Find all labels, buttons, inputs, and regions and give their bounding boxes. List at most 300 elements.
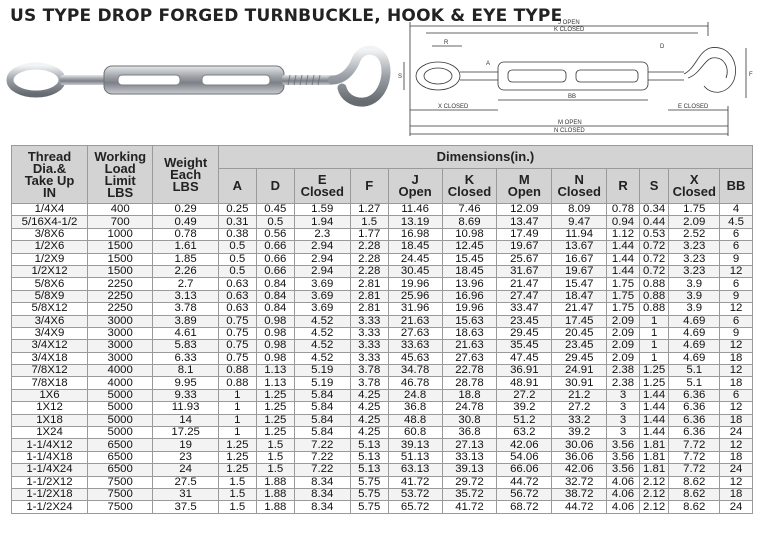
table-cell: 0.88 bbox=[218, 365, 256, 377]
table-cell: 54.06 bbox=[497, 451, 552, 463]
table-cell: 7.72 bbox=[669, 439, 720, 451]
table-cell: 3 bbox=[607, 402, 640, 414]
table-cell: 7/8X18 bbox=[12, 377, 88, 389]
table-cell: 18.45 bbox=[388, 241, 442, 253]
table-cell: 1/2X6 bbox=[12, 241, 88, 253]
header-dim-n: N Closed bbox=[552, 169, 607, 204]
table-cell: 17.45 bbox=[552, 315, 607, 327]
table-cell: 0.72 bbox=[639, 253, 669, 265]
header-dim-x: X Closed bbox=[669, 169, 720, 204]
table-cell: 23 bbox=[153, 451, 218, 463]
table-cell: 12 bbox=[720, 340, 753, 352]
table-cell: 2250 bbox=[87, 290, 152, 302]
table-cell: 11.46 bbox=[388, 204, 442, 216]
table-cell: 6 bbox=[720, 315, 753, 327]
table-cell: 5.83 bbox=[153, 340, 218, 352]
table-cell: 0.25 bbox=[218, 204, 256, 216]
table-cell: 29.45 bbox=[497, 327, 552, 339]
table-cell: 30.91 bbox=[552, 377, 607, 389]
table-cell: 2.09 bbox=[607, 352, 640, 364]
table-cell: 0.88 bbox=[218, 377, 256, 389]
table-cell: 5000 bbox=[87, 414, 152, 426]
table-cell: 0.84 bbox=[256, 303, 294, 315]
table-cell: 2.12 bbox=[639, 476, 669, 488]
table-cell: 1-1/2X12 bbox=[12, 476, 88, 488]
table-cell: 2.52 bbox=[669, 228, 720, 240]
table-cell: 9 bbox=[720, 290, 753, 302]
table-cell: 8.1 bbox=[153, 365, 218, 377]
table-cell: 7500 bbox=[87, 476, 152, 488]
table-cell: 0.53 bbox=[639, 228, 669, 240]
table-cell: 5.1 bbox=[669, 377, 720, 389]
table-cell: 7.22 bbox=[294, 451, 350, 463]
table-cell: 12 bbox=[720, 303, 753, 315]
table-cell: 3 bbox=[607, 389, 640, 401]
table-cell: 34.78 bbox=[388, 365, 442, 377]
table-cell: 0.72 bbox=[639, 265, 669, 277]
table-cell: 0.5 bbox=[256, 216, 294, 228]
table-cell: 0.63 bbox=[218, 290, 256, 302]
table-cell: 4.25 bbox=[350, 427, 388, 439]
table-cell: 5.13 bbox=[350, 451, 388, 463]
table-cell: 25.96 bbox=[388, 290, 442, 302]
table-cell: 0.75 bbox=[218, 315, 256, 327]
table-row bbox=[12, 414, 753, 426]
table-cell: 1500 bbox=[87, 253, 152, 265]
table-cell: 3.33 bbox=[350, 340, 388, 352]
table-cell: 5000 bbox=[87, 402, 152, 414]
table-cell: 1.25 bbox=[256, 389, 294, 401]
table-cell: 27.2 bbox=[497, 389, 552, 401]
table-cell: 9 bbox=[720, 327, 753, 339]
header-dim-k: K Closed bbox=[442, 169, 497, 204]
table-cell: 27.47 bbox=[497, 290, 552, 302]
table-cell: 2.94 bbox=[294, 241, 350, 253]
table-row bbox=[12, 377, 753, 389]
table-cell: 63.13 bbox=[388, 464, 442, 476]
table-cell: 6 bbox=[720, 278, 753, 290]
table-cell: 3.9 bbox=[669, 290, 720, 302]
table-cell: 1.5 bbox=[256, 451, 294, 463]
table-cell: 1.25 bbox=[256, 402, 294, 414]
table-cell: 2.12 bbox=[639, 488, 669, 500]
table-cell: 5.1 bbox=[669, 365, 720, 377]
table-cell: 1.13 bbox=[256, 377, 294, 389]
table-cell: 37.5 bbox=[153, 501, 218, 513]
table-cell: 21.47 bbox=[497, 278, 552, 290]
table-cell: 12 bbox=[720, 365, 753, 377]
table-cell: 3 bbox=[607, 414, 640, 426]
table-cell: 7500 bbox=[87, 488, 152, 500]
table-cell: 11.93 bbox=[153, 402, 218, 414]
table-row bbox=[12, 290, 753, 302]
table-cell: 18 bbox=[720, 488, 753, 500]
header-dim-a: A bbox=[218, 169, 256, 204]
table-cell: 2.09 bbox=[607, 315, 640, 327]
header-dim-f: F bbox=[350, 169, 388, 204]
table-cell: 0.5 bbox=[218, 265, 256, 277]
header-dim-r: R bbox=[607, 169, 640, 204]
table-cell: 4.69 bbox=[669, 340, 720, 352]
header-dim-bb: BB bbox=[720, 169, 753, 204]
table-cell: 3.78 bbox=[350, 365, 388, 377]
table-cell: 3.13 bbox=[153, 290, 218, 302]
table-cell: 3.89 bbox=[153, 315, 218, 327]
table-cell: 27.63 bbox=[442, 352, 497, 364]
table-cell: 2.3 bbox=[294, 228, 350, 240]
table-cell: 0.98 bbox=[256, 340, 294, 352]
table-cell: 2.81 bbox=[350, 290, 388, 302]
table-cell: 51.2 bbox=[497, 414, 552, 426]
table-cell: 2250 bbox=[87, 303, 152, 315]
table-cell: 15.47 bbox=[552, 278, 607, 290]
table-cell: 27.5 bbox=[153, 476, 218, 488]
table-cell: 31.67 bbox=[497, 265, 552, 277]
table-cell: 24.45 bbox=[388, 253, 442, 265]
table-cell: 0.66 bbox=[256, 265, 294, 277]
table-cell: 19.96 bbox=[442, 303, 497, 315]
table-cell: 16.96 bbox=[442, 290, 497, 302]
table-cell: 3.78 bbox=[350, 377, 388, 389]
table-cell: 8.62 bbox=[669, 476, 720, 488]
table-cell: 20.45 bbox=[552, 327, 607, 339]
table-cell: 30.45 bbox=[388, 265, 442, 277]
table-cell: 46.78 bbox=[388, 377, 442, 389]
table-cell: 0.98 bbox=[256, 327, 294, 339]
table-row bbox=[12, 352, 753, 364]
table-cell: 0.78 bbox=[607, 204, 640, 216]
table-cell: 1.75 bbox=[607, 290, 640, 302]
table-cell: 19.67 bbox=[552, 265, 607, 277]
table-cell: 12 bbox=[720, 439, 753, 451]
table-row bbox=[12, 327, 753, 339]
table-cell: 9.95 bbox=[153, 377, 218, 389]
table-cell: 1 bbox=[639, 327, 669, 339]
table-cell: 27.63 bbox=[388, 327, 442, 339]
table-cell: 1 bbox=[639, 340, 669, 352]
label-n-closed: N CLOSED bbox=[554, 128, 585, 134]
table-cell: 3/4X9 bbox=[12, 327, 88, 339]
table-cell: 6 bbox=[720, 228, 753, 240]
table-row bbox=[12, 488, 753, 500]
table-cell: 1.75 bbox=[607, 303, 640, 315]
table-cell: 18 bbox=[720, 451, 753, 463]
table-row bbox=[12, 241, 753, 253]
table-cell: 24 bbox=[720, 464, 753, 476]
dimension-drawing bbox=[398, 18, 758, 142]
table-row bbox=[12, 365, 753, 377]
table-cell: 1.44 bbox=[639, 414, 669, 426]
table-cell: 1.25 bbox=[256, 427, 294, 439]
table-cell: 2.28 bbox=[350, 265, 388, 277]
turnbuckle-photo bbox=[6, 40, 396, 132]
table-cell: 5/8X6 bbox=[12, 278, 88, 290]
table-cell: 1.25 bbox=[218, 464, 256, 476]
table-cell: 18 bbox=[720, 377, 753, 389]
table-cell: 18.63 bbox=[442, 327, 497, 339]
table-cell: 3.56 bbox=[607, 439, 640, 451]
table-cell: 18 bbox=[720, 414, 753, 426]
table-cell: 8.69 bbox=[442, 216, 497, 228]
table-cell: 2.09 bbox=[669, 216, 720, 228]
table-cell: 1.59 bbox=[294, 204, 350, 216]
label-j-open: J OPEN bbox=[558, 20, 580, 26]
table-cell: 1.25 bbox=[218, 439, 256, 451]
table-cell: 6 bbox=[720, 241, 753, 253]
table-cell: 17.49 bbox=[497, 228, 552, 240]
table-cell: 0.34 bbox=[639, 204, 669, 216]
table-cell: 28.78 bbox=[442, 377, 497, 389]
table-cell: 38.72 bbox=[552, 488, 607, 500]
label-bb: BB bbox=[568, 94, 577, 100]
table-cell: 27.13 bbox=[442, 439, 497, 451]
table-cell: 2.09 bbox=[607, 340, 640, 352]
table-cell: 24 bbox=[720, 501, 753, 513]
table-cell: 8.09 bbox=[552, 204, 607, 216]
label-f: F bbox=[749, 72, 753, 78]
table-cell: 4.25 bbox=[350, 389, 388, 401]
table-cell: 0.45 bbox=[256, 204, 294, 216]
table-cell: 4 bbox=[720, 204, 753, 216]
table-cell: 36.8 bbox=[388, 402, 442, 414]
table-cell: 1X12 bbox=[12, 402, 88, 414]
table-cell: 23.45 bbox=[552, 340, 607, 352]
table-cell: 45.63 bbox=[388, 352, 442, 364]
table-cell: 29.45 bbox=[552, 352, 607, 364]
table-cell: 2.94 bbox=[294, 265, 350, 277]
table-cell: 66.06 bbox=[497, 464, 552, 476]
table-cell: 14 bbox=[153, 414, 218, 426]
table-row bbox=[12, 501, 753, 513]
table-cell: 1-1/2X24 bbox=[12, 501, 88, 513]
table-row bbox=[12, 427, 753, 439]
table-cell: 4.61 bbox=[153, 327, 218, 339]
table-cell: 1-1/2X18 bbox=[12, 488, 88, 500]
table-cell: 5000 bbox=[87, 427, 152, 439]
table-cell: 3.9 bbox=[669, 303, 720, 315]
table-cell: 31 bbox=[153, 488, 218, 500]
table-cell: 3.69 bbox=[294, 278, 350, 290]
table-cell: 0.75 bbox=[218, 352, 256, 364]
header-dim-j: J Open bbox=[388, 169, 442, 204]
table-cell: 5.75 bbox=[350, 476, 388, 488]
table-row bbox=[12, 303, 753, 315]
table-cell: 3.23 bbox=[669, 253, 720, 265]
table-cell: 8.34 bbox=[294, 488, 350, 500]
table-cell: 0.84 bbox=[256, 278, 294, 290]
table-cell: 8.34 bbox=[294, 476, 350, 488]
table-cell: 0.44 bbox=[639, 216, 669, 228]
table-row bbox=[12, 340, 753, 352]
table-cell: 12 bbox=[720, 265, 753, 277]
table-cell: 33.63 bbox=[388, 340, 442, 352]
table-cell: 1.5 bbox=[256, 439, 294, 451]
table-cell: 7.22 bbox=[294, 464, 350, 476]
table-cell: 4000 bbox=[87, 365, 152, 377]
table-cell: 0.98 bbox=[256, 352, 294, 364]
table-cell: 5/8X12 bbox=[12, 303, 88, 315]
table-cell: 6.36 bbox=[669, 389, 720, 401]
table-cell: 3.56 bbox=[607, 451, 640, 463]
header-dimensions: Dimensions(in.) bbox=[218, 146, 752, 169]
table-cell: 63.2 bbox=[497, 427, 552, 439]
table-cell: 4.5 bbox=[720, 216, 753, 228]
table-cell: 24 bbox=[720, 427, 753, 439]
table-cell: 8.34 bbox=[294, 501, 350, 513]
table-cell: 24.78 bbox=[442, 402, 497, 414]
table-cell: 0.38 bbox=[218, 228, 256, 240]
table-cell: 48.91 bbox=[497, 377, 552, 389]
table-cell: 17.25 bbox=[153, 427, 218, 439]
table-cell: 32.72 bbox=[552, 476, 607, 488]
table-cell: 0.31 bbox=[218, 216, 256, 228]
table-row bbox=[12, 439, 753, 451]
table-cell: 1 bbox=[218, 402, 256, 414]
table-cell: 0.78 bbox=[153, 228, 218, 240]
table-cell: 65.72 bbox=[388, 501, 442, 513]
table-cell: 1.81 bbox=[639, 451, 669, 463]
table-cell: 1 bbox=[218, 427, 256, 439]
table-cell: 44.72 bbox=[552, 501, 607, 513]
table-row bbox=[12, 402, 753, 414]
table-cell: 18.45 bbox=[442, 265, 497, 277]
table-cell: 16.67 bbox=[552, 253, 607, 265]
table-cell: 2.28 bbox=[350, 253, 388, 265]
spec-table bbox=[11, 145, 753, 514]
table-cell: 1/2X12 bbox=[12, 265, 88, 277]
table-cell: 1.94 bbox=[294, 216, 350, 228]
table-row bbox=[12, 476, 753, 488]
table-cell: 1.81 bbox=[639, 439, 669, 451]
table-cell: 4000 bbox=[87, 377, 152, 389]
table-cell: 8.62 bbox=[669, 488, 720, 500]
table-row bbox=[12, 464, 753, 476]
table-cell: 4.06 bbox=[607, 476, 640, 488]
table-cell: 5.13 bbox=[350, 464, 388, 476]
table-row bbox=[12, 204, 753, 216]
table-row bbox=[12, 228, 753, 240]
table-cell: 5.19 bbox=[294, 377, 350, 389]
table-cell: 9.33 bbox=[153, 389, 218, 401]
table-cell: 5.84 bbox=[294, 427, 350, 439]
table-cell: 35.45 bbox=[497, 340, 552, 352]
table-cell: 41.72 bbox=[388, 476, 442, 488]
table-cell: 0.66 bbox=[256, 253, 294, 265]
table-cell: 5.84 bbox=[294, 402, 350, 414]
table-cell: 31.96 bbox=[388, 303, 442, 315]
table-cell: 30.8 bbox=[442, 414, 497, 426]
label-d: D bbox=[660, 44, 665, 50]
table-cell: 6500 bbox=[87, 451, 152, 463]
table-cell: 0.5 bbox=[218, 241, 256, 253]
table-cell: 36.8 bbox=[442, 427, 497, 439]
table-cell: 6.36 bbox=[669, 414, 720, 426]
table-cell: 1.88 bbox=[256, 488, 294, 500]
table-cell: 47.45 bbox=[497, 352, 552, 364]
table-cell: 7.22 bbox=[294, 439, 350, 451]
table-cell: 0.63 bbox=[218, 278, 256, 290]
table-cell: 1X18 bbox=[12, 414, 88, 426]
table-cell: 0.94 bbox=[607, 216, 640, 228]
table-cell: 1-1/4X12 bbox=[12, 439, 88, 451]
table-cell: 4.69 bbox=[669, 315, 720, 327]
table-cell: 3000 bbox=[87, 315, 152, 327]
table-cell: 3/4X12 bbox=[12, 340, 88, 352]
table-row bbox=[12, 389, 753, 401]
table-cell: 39.13 bbox=[388, 439, 442, 451]
table-cell: 0.63 bbox=[218, 303, 256, 315]
table-cell: 41.72 bbox=[442, 501, 497, 513]
table-cell: 24.8 bbox=[388, 389, 442, 401]
table-cell: 23.45 bbox=[497, 315, 552, 327]
table-cell: 1.25 bbox=[218, 451, 256, 463]
table-cell: 7500 bbox=[87, 501, 152, 513]
table-cell: 1 bbox=[639, 315, 669, 327]
table-cell: 3.56 bbox=[607, 464, 640, 476]
table-cell: 1.61 bbox=[153, 241, 218, 253]
table-cell: 19.96 bbox=[388, 278, 442, 290]
table-cell: 48.8 bbox=[388, 414, 442, 426]
table-cell: 0.56 bbox=[256, 228, 294, 240]
table-cell: 3.69 bbox=[294, 303, 350, 315]
table-cell: 56.72 bbox=[497, 488, 552, 500]
table-cell: 39.2 bbox=[497, 402, 552, 414]
table-cell: 39.2 bbox=[552, 427, 607, 439]
table-cell: 0.49 bbox=[153, 216, 218, 228]
table-cell: 1.13 bbox=[256, 365, 294, 377]
table-cell: 13.47 bbox=[497, 216, 552, 228]
table-cell: 1.85 bbox=[153, 253, 218, 265]
table-cell: 0.88 bbox=[639, 290, 669, 302]
table-row bbox=[12, 216, 753, 228]
table-cell: 13.19 bbox=[388, 216, 442, 228]
table-cell: 7.46 bbox=[442, 204, 497, 216]
table-cell: 1.44 bbox=[639, 389, 669, 401]
table-cell: 21.63 bbox=[388, 315, 442, 327]
table-cell: 4.06 bbox=[607, 488, 640, 500]
table-cell: 3.69 bbox=[294, 290, 350, 302]
table-cell: 3000 bbox=[87, 327, 152, 339]
table-cell: 6 bbox=[720, 389, 753, 401]
table-cell: 0.75 bbox=[218, 340, 256, 352]
table-cell: 1.12 bbox=[607, 228, 640, 240]
table-cell: 13.96 bbox=[442, 278, 497, 290]
label-r: R bbox=[444, 40, 449, 46]
table-cell: 11.94 bbox=[552, 228, 607, 240]
table-cell: 3.78 bbox=[153, 303, 218, 315]
table-cell: 9 bbox=[720, 253, 753, 265]
table-cell: 1.5 bbox=[256, 464, 294, 476]
table-cell: 0.88 bbox=[639, 278, 669, 290]
table-cell: 4.25 bbox=[350, 414, 388, 426]
table-cell: 7.72 bbox=[669, 464, 720, 476]
table-cell: 5.19 bbox=[294, 365, 350, 377]
table-cell: 39.13 bbox=[442, 464, 497, 476]
table-cell: 33.2 bbox=[552, 414, 607, 426]
table-row bbox=[12, 315, 753, 327]
table-cell: 4.69 bbox=[669, 352, 720, 364]
table-cell: 33.47 bbox=[497, 303, 552, 315]
table-cell: 1.81 bbox=[639, 464, 669, 476]
table-cell: 5000 bbox=[87, 389, 152, 401]
table-cell: 10.98 bbox=[442, 228, 497, 240]
table-cell: 19.67 bbox=[497, 241, 552, 253]
table-row bbox=[12, 265, 753, 277]
table-cell: 12.09 bbox=[497, 204, 552, 216]
table-cell: 5.84 bbox=[294, 414, 350, 426]
table-cell: 1.5 bbox=[218, 476, 256, 488]
table-cell: 30.06 bbox=[552, 439, 607, 451]
